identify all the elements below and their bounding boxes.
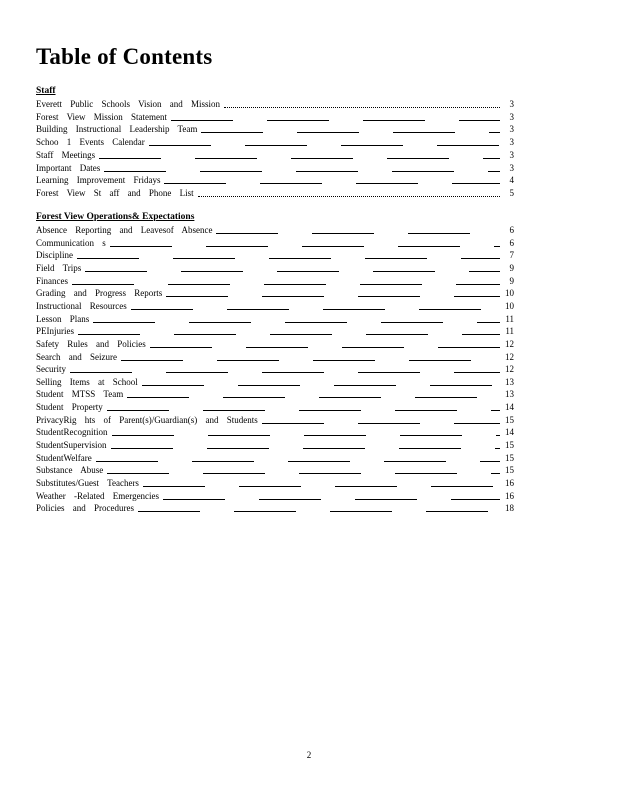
toc-entry-label: StudentRecognition [36, 427, 108, 438]
toc-entry[interactable] [36, 439, 514, 451]
toc-leader [201, 132, 500, 133]
toc-entry-label: Lesson Plans [36, 313, 90, 324]
toc-entry-page-number: 12 [505, 364, 514, 375]
toc-entry[interactable] [36, 174, 514, 186]
toc-entry[interactable] [36, 187, 514, 199]
toc-entry-page-number: 16 [505, 478, 514, 488]
toc-leader [262, 423, 500, 424]
toc-entry-label: Finances [36, 275, 68, 286]
toc-entry-page-number: 3 [509, 137, 514, 148]
toc-entry-label: Security [36, 364, 66, 375]
toc-entry-label: Grading and Progress Reports [36, 288, 163, 299]
toc-entry[interactable] [36, 313, 514, 325]
toc-entry[interactable] [36, 149, 514, 161]
toc-leader [77, 258, 500, 259]
toc-entry-label: Schoo 1 Events Calendar [36, 137, 145, 148]
toc-entry-label: PEInjuries [36, 326, 74, 337]
toc-leader [166, 296, 500, 297]
toc-leader [138, 511, 500, 512]
toc-entry-page-number: 15 [505, 465, 514, 476]
toc-entry[interactable] [36, 249, 514, 261]
toc-entry[interactable] [36, 376, 514, 388]
toc-entry-label: Important Dates [36, 162, 101, 173]
toc-entry[interactable] [36, 414, 514, 426]
toc-entry-page-number: 3 [509, 111, 514, 122]
toc-leader [96, 461, 500, 462]
toc-entry-page-number: 14 [505, 427, 514, 438]
toc-entry-label: Search and Seizure [36, 351, 117, 362]
toc-entry-page-number: 12 [505, 351, 514, 362]
toc-leader [149, 145, 500, 146]
toc-entry-page-number: 3 [509, 124, 514, 135]
toc-leader [150, 347, 500, 348]
toc-entry-page-number: 18 [505, 503, 514, 514]
toc-leader [164, 183, 500, 184]
toc-leader [93, 322, 500, 323]
toc-entry[interactable] [36, 111, 514, 123]
toc-entry-label: Discipline [36, 250, 73, 261]
toc-entry-label: Student Property [36, 402, 103, 413]
toc-entry[interactable] [36, 325, 514, 337]
toc-entry[interactable] [36, 162, 514, 174]
toc-leader [107, 410, 500, 411]
toc-entry[interactable] [36, 490, 514, 502]
toc-entry-page-number: 13 [505, 376, 514, 387]
toc-entry-page-number: 12 [505, 338, 514, 349]
toc-entry-page-number: 15 [505, 440, 514, 451]
toc-entry[interactable] [36, 452, 514, 464]
toc-entry-label: Policies and Procedures [36, 503, 134, 514]
toc-entry-page-number: 6 [509, 237, 514, 248]
toc-leader [112, 435, 501, 436]
toc-leader [224, 106, 500, 108]
toc-leader [104, 171, 500, 172]
toc-entry[interactable] [36, 426, 514, 438]
toc-leader [72, 284, 500, 285]
page-title: Table of Contents [36, 44, 213, 69]
toc-leader [163, 499, 500, 500]
toc-entry[interactable] [36, 477, 514, 489]
toc-leader [171, 120, 500, 121]
toc-entry[interactable] [36, 300, 514, 312]
toc-entry[interactable] [36, 287, 514, 299]
toc-entry-page-number: 10 [505, 300, 514, 311]
toc-leader [111, 448, 500, 449]
toc-entry[interactable] [36, 401, 514, 413]
footer-page-number: 2 [306, 750, 312, 760]
toc-entry-label: Substance Abuse [36, 465, 104, 476]
toc-entry[interactable] [36, 123, 514, 135]
toc-entry-page-number: 3 [509, 149, 514, 160]
toc-entry-page-number: 9 [509, 275, 514, 286]
toc-entry-label: Substitutes/Guest Teachers [36, 478, 139, 488]
toc-entry-label: Instructional Resources [36, 300, 127, 311]
toc-entry-page-number: 3 [509, 99, 514, 109]
toc-entry-page-number: 5 [509, 187, 514, 198]
toc-entry[interactable] [36, 224, 514, 236]
toc-entry-page-number: 16 [505, 490, 514, 501]
toc-entry-label: PrivacyRig hts of Parent(s)/Guardian(s) and Students [36, 414, 258, 425]
toc-entry-page-number: 15 [505, 452, 514, 463]
toc-entry[interactable] [36, 363, 514, 375]
toc-leader [70, 372, 500, 373]
toc-leader [216, 233, 500, 234]
toc-leader [143, 486, 500, 487]
toc-entry-page-number: 15 [505, 414, 514, 425]
toc-entry-page-number: 9 [509, 262, 514, 273]
toc-entry-label: Everett Public Schools Vision and Mission [36, 99, 221, 109]
toc-entry-page-number: 10 [505, 288, 514, 299]
section-heading: Staff [36, 86, 56, 96]
toc-entry-page-number: 11 [505, 326, 514, 337]
toc-entry-page-number: 3 [509, 162, 514, 173]
toc-entry[interactable] [36, 262, 514, 274]
toc-entry-page-number: 13 [505, 389, 514, 400]
toc-entry[interactable] [36, 338, 514, 350]
toc-leader [142, 385, 500, 386]
toc-entry[interactable] [36, 502, 514, 514]
toc-entry-page-number: 4 [509, 175, 514, 186]
toc-leader [78, 334, 500, 335]
toc-leader [85, 271, 500, 272]
toc-entry[interactable] [36, 98, 514, 110]
toc-entry-label: StudentWelfare [36, 452, 92, 463]
toc-entry-label: Safety Rules and Policies [36, 338, 146, 349]
toc-leader [131, 309, 500, 310]
toc-entry[interactable] [36, 464, 514, 476]
toc-entry-label: Communication s [36, 237, 106, 248]
toc-leader [121, 360, 500, 361]
toc-entry[interactable] [36, 136, 514, 148]
toc-entry-label: Selling Items at School [36, 376, 138, 387]
toc-entry-label: StudentSupervision [36, 440, 107, 451]
toc-entry-label: Weather -Related Emergencies [36, 490, 160, 501]
toc-entry-page-number: 6 [509, 225, 514, 235]
toc-entry-label: Field Trips [36, 262, 82, 273]
toc-leader [107, 473, 500, 474]
toc-entry-page-number: 14 [505, 402, 514, 413]
toc-entry[interactable] [36, 388, 514, 400]
toc-entry-label: Absence Reporting and Leavesof Absence [36, 225, 213, 235]
toc-entry-label: Learning Improvement Fridays [36, 175, 161, 186]
toc-entry[interactable] [36, 237, 514, 249]
toc-entry[interactable] [36, 275, 514, 287]
toc-entry-label: Forest View St aff and Phone List [36, 187, 194, 198]
toc-entry-label: Staff Meetings [36, 149, 96, 160]
toc-entry-page-number: 7 [509, 250, 514, 261]
toc-entry-label: Building Instructional Leadership Team [36, 124, 198, 135]
toc-leader [110, 246, 500, 247]
toc-entry-label: Forest View Mission Statement [36, 111, 168, 122]
section-heading: Forest View Operations& Expectations [36, 212, 195, 222]
toc-leader [99, 158, 500, 159]
toc-entry-page-number: 11 [505, 313, 514, 324]
toc-entry[interactable] [36, 351, 514, 363]
toc-entry-label: Student MTSS Team [36, 389, 124, 400]
toc-leader [127, 397, 500, 398]
toc-leader [198, 195, 500, 197]
